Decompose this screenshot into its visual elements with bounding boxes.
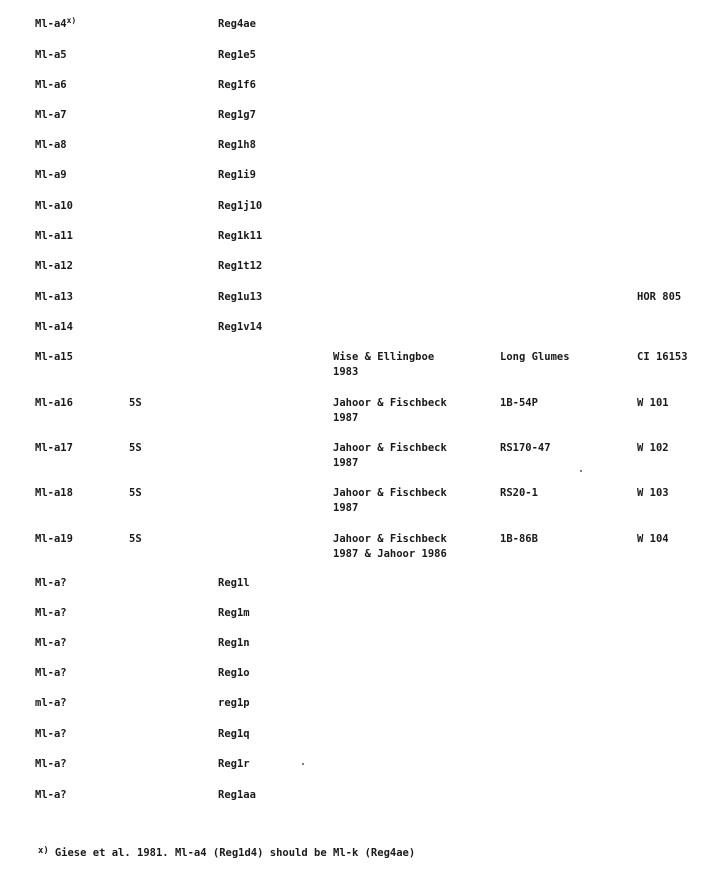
footnote-reference: x) [66,16,77,25]
footnote-text: Giese et al. 1981. Ml-a4 (Reg1d4) should be Ml-k (Reg4ae) [54,847,416,859]
gene-id [35,576,67,591]
gene-alias-text: Reg1l [218,577,250,589]
reference [333,441,447,471]
gene-id-text: Ml-a11 [35,230,73,242]
reference [333,532,447,562]
gene-id [35,199,73,214]
variety-text: 1B-54P [500,397,538,409]
gene-alias-text: Reg1r [218,758,250,770]
gene-alias-text: Reg1g7 [218,109,256,121]
gene-id-text: ml-a? [35,697,67,709]
gene-id-text: Ml-a? [35,789,67,801]
gene-alias-text: Reg1h8 [218,139,256,151]
chromosome [129,441,142,456]
reference-text: Jahoor & Fischbeck 1987 [333,442,447,469]
gene-id [35,320,73,335]
gene-id-text: Ml-a6 [35,79,67,91]
footnote [38,846,415,859]
gene-id [35,168,67,183]
gene-id-text: Ml-a? [35,667,67,679]
reference [333,350,434,380]
gene-id-text: Ml-a? [35,728,67,740]
gene-id [35,350,73,365]
gene-id-text: Ml-a? [35,758,67,770]
variety [500,441,551,456]
gene-alias [218,727,250,742]
scan-speck [302,763,304,765]
variety [500,396,538,411]
gene-id-text: Ml-a13 [35,291,73,303]
ci-number-text: W 101 [637,397,669,409]
gene-id [35,486,73,501]
reference-text: Jahoor & Fischbeck 1987 [333,397,447,424]
chromosome [129,532,142,547]
variety-text: RS170-47 [500,442,551,454]
chromosome-text: 5S [129,533,142,545]
chromosome-text: 5S [129,442,142,454]
variety-text: Long Glumes [500,351,570,363]
gene-id-text: Ml-a8 [35,139,67,151]
ci-number [637,486,669,501]
chromosome-text: 5S [129,487,142,499]
gene-alias [218,696,250,711]
gene-id-text: Ml-a17 [35,442,73,454]
ci-number [637,532,669,547]
gene-id [35,757,67,772]
gene-id [35,48,67,63]
gene-id [35,696,67,711]
gene-id [35,17,76,32]
gene-id [35,636,67,651]
gene-alias-text: Reg1u13 [218,291,263,303]
gene-alias [218,576,250,591]
gene-alias-text: Reg1t12 [218,260,263,272]
variety [500,350,570,365]
ci-number-text: W 102 [637,442,669,454]
gene-id [35,78,67,93]
ci-number-text: CI 16153 [637,351,688,363]
reference [333,396,447,426]
gene-id-text: Ml-a16 [35,397,73,409]
chromosome [129,486,142,501]
gene-id [35,229,73,244]
gene-id-text: Ml-a15 [35,351,73,363]
gene-alias-text: Reg4ae [218,18,256,30]
gene-id-text: Ml-a5 [35,49,67,61]
gene-id [35,532,73,547]
reference-text: Wise & Ellingboe 1983 [333,351,435,378]
reference-text: Jahoor & Fischbeck 1987 [333,487,447,514]
gene-id-text: Ml-a7 [35,109,67,121]
gene-alias [218,168,256,183]
gene-alias [218,199,262,214]
gene-alias-text: Reg1f6 [218,79,256,91]
ci-number [637,441,669,456]
gene-alias [218,788,256,803]
gene-alias [218,666,250,681]
gene-alias [218,17,256,32]
reference [333,486,447,516]
footnote-mark: x) [38,846,49,856]
gene-id-text: Ml-a18 [35,487,73,499]
gene-alias [218,606,250,621]
gene-id [35,396,73,411]
gene-alias-text: reg1p [218,697,250,709]
variety [500,532,538,547]
ci-number [637,290,681,305]
gene-alias [218,636,250,651]
gene-id-text: Ml-a10 [35,200,73,212]
gene-alias [218,48,256,63]
gene-alias-text: Reg1v14 [218,321,263,333]
gene-id [35,788,67,803]
gene-id-text: Ml-a14 [35,321,73,333]
gene-alias-text: Reg1aa [218,789,256,801]
gene-alias [218,229,262,244]
variety [500,486,538,501]
gene-alias [218,259,262,274]
variety-text: 1B-86B [500,533,538,545]
gene-alias-text: Reg1j10 [218,200,263,212]
gene-alias [218,78,256,93]
gene-alias [218,320,262,335]
ci-number-text: HOR 805 [637,291,682,303]
variety-text: RS20-1 [500,487,538,499]
gene-alias-text: Reg1k11 [218,230,263,242]
gene-id [35,666,67,681]
gene-id-text: Ml-a? [35,637,67,649]
gene-id [35,290,73,305]
gene-alias [218,757,250,772]
ci-number [637,396,669,411]
chromosome [129,396,142,411]
gene-id [35,441,73,456]
gene-alias [218,138,256,153]
gene-alias-text: Reg1e5 [218,49,256,61]
gene-id [35,606,67,621]
gene-id [35,259,73,274]
gene-alias-text: Reg1m [218,607,250,619]
chromosome-text: 5S [129,397,142,409]
gene-alias-text: Reg1q [218,728,250,740]
gene-alias-text: Reg1n [218,637,250,649]
gene-id-text: Ml-a? [35,607,67,619]
gene-id [35,108,67,123]
gene-alias-text: Reg1o [218,667,250,679]
gene-id [35,138,67,153]
gene-alias-text: Reg1i9 [218,169,256,181]
gene-id-text: Ml-a19 [35,533,73,545]
reference-text: Jahoor & Fischbeck 1987 & Jahoor 1986 [333,533,447,560]
gene-alias [218,108,256,123]
gene-id-text: Ml-a4 [35,18,67,30]
scan-speck [580,470,582,472]
gene-alias [218,290,262,305]
gene-id [35,727,67,742]
ci-number [637,350,688,365]
gene-id-text: Ml-a12 [35,260,73,272]
ci-number-text: W 103 [637,487,669,499]
gene-id-text: Ml-a? [35,577,67,589]
gene-id-text: Ml-a9 [35,169,67,181]
ci-number-text: W 104 [637,533,669,545]
